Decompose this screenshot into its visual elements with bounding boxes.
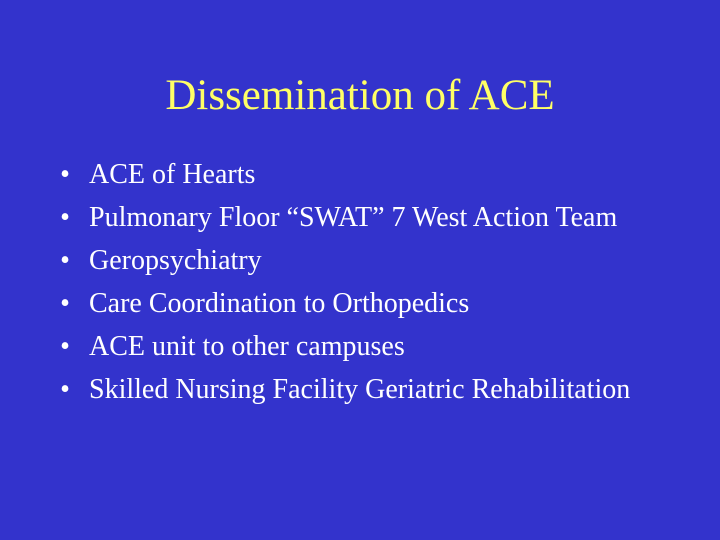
bullet-text: Skilled Nursing Facility Geriatric Rehabilitation [89, 374, 631, 405]
bullet-dot: • [60, 202, 70, 233]
bullet-text: ACE unit to other campuses [89, 331, 405, 362]
bullet-text: Pulmonary Floor “SWAT” 7 West Action Team [89, 202, 618, 233]
bullet-dot: • [60, 245, 70, 276]
bullet-list [55, 157, 675, 415]
bullet-dot: • [60, 159, 70, 190]
bullet-item-pulmonary-floor [55, 200, 675, 236]
slide-title: Dissemination of ACE [165, 72, 555, 119]
bullet-item-care-coordination [55, 286, 675, 322]
bullet-item-ace-of-hearts [55, 157, 675, 193]
bullet-dot: • [60, 288, 70, 319]
bullet-text: Care Coordination to Orthopedics [89, 288, 470, 319]
bullet-text: ACE of Hearts [89, 159, 256, 190]
bullet-dot: • [60, 374, 70, 405]
bullet-text: Geropsychiatry [89, 245, 262, 276]
bullet-item-skilled-nursing [55, 372, 675, 408]
bullet-item-ace-unit [55, 329, 675, 365]
bullet-dot: • [60, 331, 70, 362]
bullet-item-geropsychiatry [55, 243, 675, 279]
